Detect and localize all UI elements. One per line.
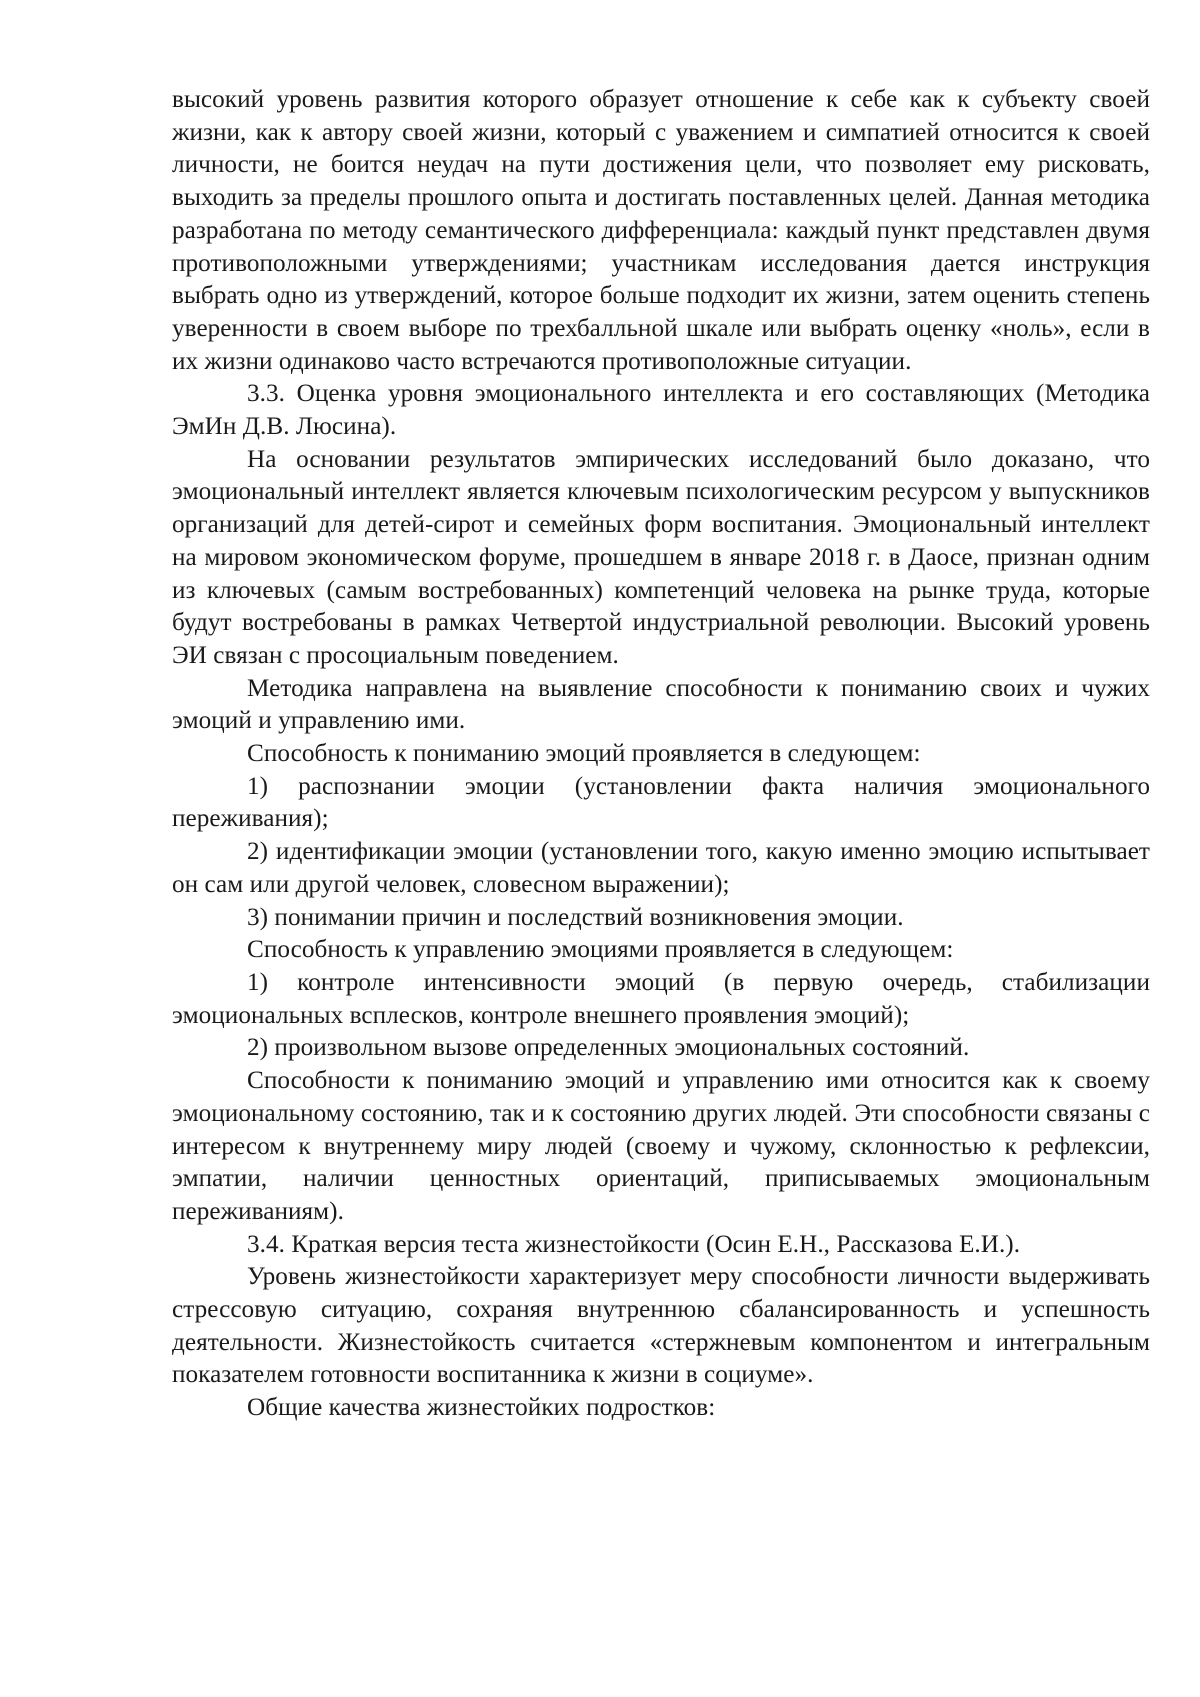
paragraph: Способности к пониманию эмоций и управлению ими относится как к своему эмоциональному состоянию, так и к состоянию других людей. Эти способности связаны с интересом к внутреннему миру людей (своему и чужому, склонностью к рефлексии, эмпатии, наличии ценностных ориентаций, приписываемых эмоциональным переживаниям). [172,1067,1150,1225]
list-item: 2) произвольном вызове определенных эмоциональных состояний. [247,1034,970,1062]
paragraph: Общие качества жизнестойких подростков: [247,1394,716,1422]
section-heading-3-4: 3.4. Краткая версия теста жизнестойкости (Осин Е.Н., Рассказова Е.И.). [247,1230,1021,1258]
document-page [172,84,1150,1425]
paragraph: Способность к пониманию эмоций проявляется в следующем: [247,740,921,768]
paragraph: Способность к управлению эмоциями проявляется в следующем: [247,936,954,964]
paragraph: Методика направлена на выявление способности к пониманию своих и чужих эмоций и управлению ими. [172,674,1150,735]
paragraph-continuation: высокий уровень развития которого образует отношение к себе как к субъекту своей жизни, как к автору своей жизни, который с уважением и симпатией относится к своей личности, не боится неудач на пути достижения цели, что позволяет ему рисковать, выходить за пределы прошлого опыта и достигать поставленных целей. Данная методика разработана по методу семантического дифференциала: каждый пункт представлен двумя противоположными утверждениями; участникам исследования дается инструкция выбрать одно из утверждений, которое больше подходит их жизни, затем оценить степень уверенности в своем выборе по трехбалльной шкале или выбрать оценку «ноль», если в их жизни одинаково часто встречаются противоположные ситуации. [172,86,1150,375]
list-item: 3) понимании причин и последствий возникновения эмоции. [247,903,904,931]
paragraph: Уровень жизнестойкости характеризует меру способности личности выдерживать стрессовую ситуацию, сохраняя внутреннюю сбалансированность и успешность деятельности. Жизнестойкость считается «стержневым компонентом и интегральным показателем готовности воспитанника к жизни в социуме». [172,1263,1150,1389]
list-item: 1) распознании эмоции (установлении факта наличия эмоционального переживания); [172,772,1150,833]
section-heading-3-3: 3.3. Оценка уровня эмоционального интеллекта и его составляющих (Методика ЭмИн Д.В. Люсина). [172,380,1150,441]
paragraph: На основании результатов эмпирических исследований было доказано, что эмоциональный интеллект является ключевым психологическим ресурсом у выпускников организаций для детей-сирот и семейных форм воспитания. Эмоциональный интеллект на мировом экономическом форуме, прошедшем в январе 2018 г. в Даосе, признан одним из ключевых (самым востребованных) компетенций человека на рынке труда, которые будут востребованы в рамках Четвертой индустриальной революции. Высокий уровень ЭИ связан с просоциальным поведением. [172,445,1150,669]
list-item: 1) контроле интенсивности эмоций (в первую очередь, стабилизации эмоциональных всплесков, контроле внешнего проявления эмоций); [172,968,1150,1029]
list-item: 2) идентификации эмоции (установлении того, какую именно эмоцию испытывает он сам или другой человек, словесном выражении); [172,838,1150,898]
